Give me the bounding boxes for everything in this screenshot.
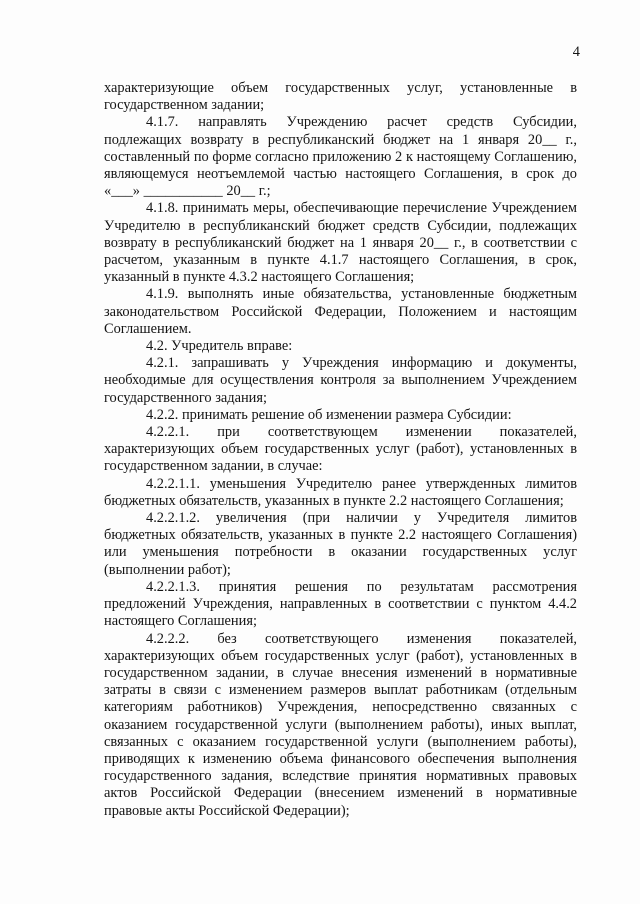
paragraph-continuation: характеризующие объем государственных услуг, установленные в государственном задании; bbox=[104, 80, 577, 114]
paragraph-4-2-2-1-1: 4.2.2.1.1. уменьшения Учредителю ранее утвержденных лимитов бюджетных обязательств, указанных в пункте 2.2 настоящего Соглашения; bbox=[104, 475, 577, 509]
paragraph-4-2-2-1-2: 4.2.2.1.2. увеличения (при наличии у Учредителя лимитов бюджетных обязательств, указанных в пункте 2.2 настоящего Соглашения) или уменьшения потребности в оказании государственных услуг (выполнении работ); bbox=[104, 510, 577, 578]
paragraph-4-1-8: 4.1.8. принимать меры, обеспечивающие перечисление Учреждением Учредителю в республиканский бюджет средств Субсидии, подлежащих возврату в республиканский бюджет на 1 января 20__ г., в соответствии с расчетом, указанным в пункте 4.1.7 настоящего Соглашения, в срок, указанный в пункте 4.3.2 настоящего Соглашения; bbox=[104, 200, 577, 286]
paragraph-4-1-7: 4.1.7. направлять Учреждению расчет средств Субсидии, подлежащих возврату в республиканский бюджет на 1 января 20__ г., составленный по форме согласно приложению 2 к настоящему Соглашению, являющемуся неотъемлемой частью настоящего Соглашения, в срок до «___» ___________ 20__ г.; bbox=[104, 114, 577, 200]
paragraph-4-1-9: 4.1.9. выполнять иные обязательства, установленные бюджетным законодательством Российской Федерации, Положением и настоящим Соглашением. bbox=[104, 286, 577, 337]
document-body bbox=[104, 80, 577, 820]
paragraph-4-2: 4.2. Учредитель вправе: bbox=[146, 338, 293, 355]
page-number: 4 bbox=[572, 44, 580, 60]
paragraph-4-2-2-2: 4.2.2.2. без соответствующего изменения показателей, характеризующих объем государственных услуг (работ), установленных в государственном задании, в случае внесения изменений в нормативные затраты в связи с изменением размеров выплат работникам (отдельным категориям работников) Учреждения, непосредственно связанных с оказанием государственной услуги (выполнением работы), иных выплат, связанных с оказанием государственной услуги (выполнением работы), приводящих к изменению объема финансового обеспечения выполнения государственного задания, вследствие принятия нормативных правовых актов Российской Федерации (внесением изменений в нормативные правовые акты Российской Федерации); bbox=[104, 630, 577, 819]
paragraph-4-2-1: 4.2.1. запрашивать у Учреждения информацию и документы, необходимые для осуществления контроля за выполнением Учреждением государственного задания; bbox=[104, 355, 577, 406]
paragraph-4-2-2-1: 4.2.2.1. при соответствующем изменении показателей, характеризующих объем государственных услуг (работ), установленных в государственном задании, в случае: bbox=[104, 424, 577, 475]
paragraph-4-2-2: 4.2.2. принимать решение об изменении размера Субсидии: bbox=[146, 406, 512, 423]
paragraph-4-2-2-1-3: 4.2.2.1.3. принятия решения по результатам рассмотрения предложений Учреждения, направленных в соответствии с пунктом 4.4.2 настоящего Соглашения; bbox=[104, 578, 577, 630]
